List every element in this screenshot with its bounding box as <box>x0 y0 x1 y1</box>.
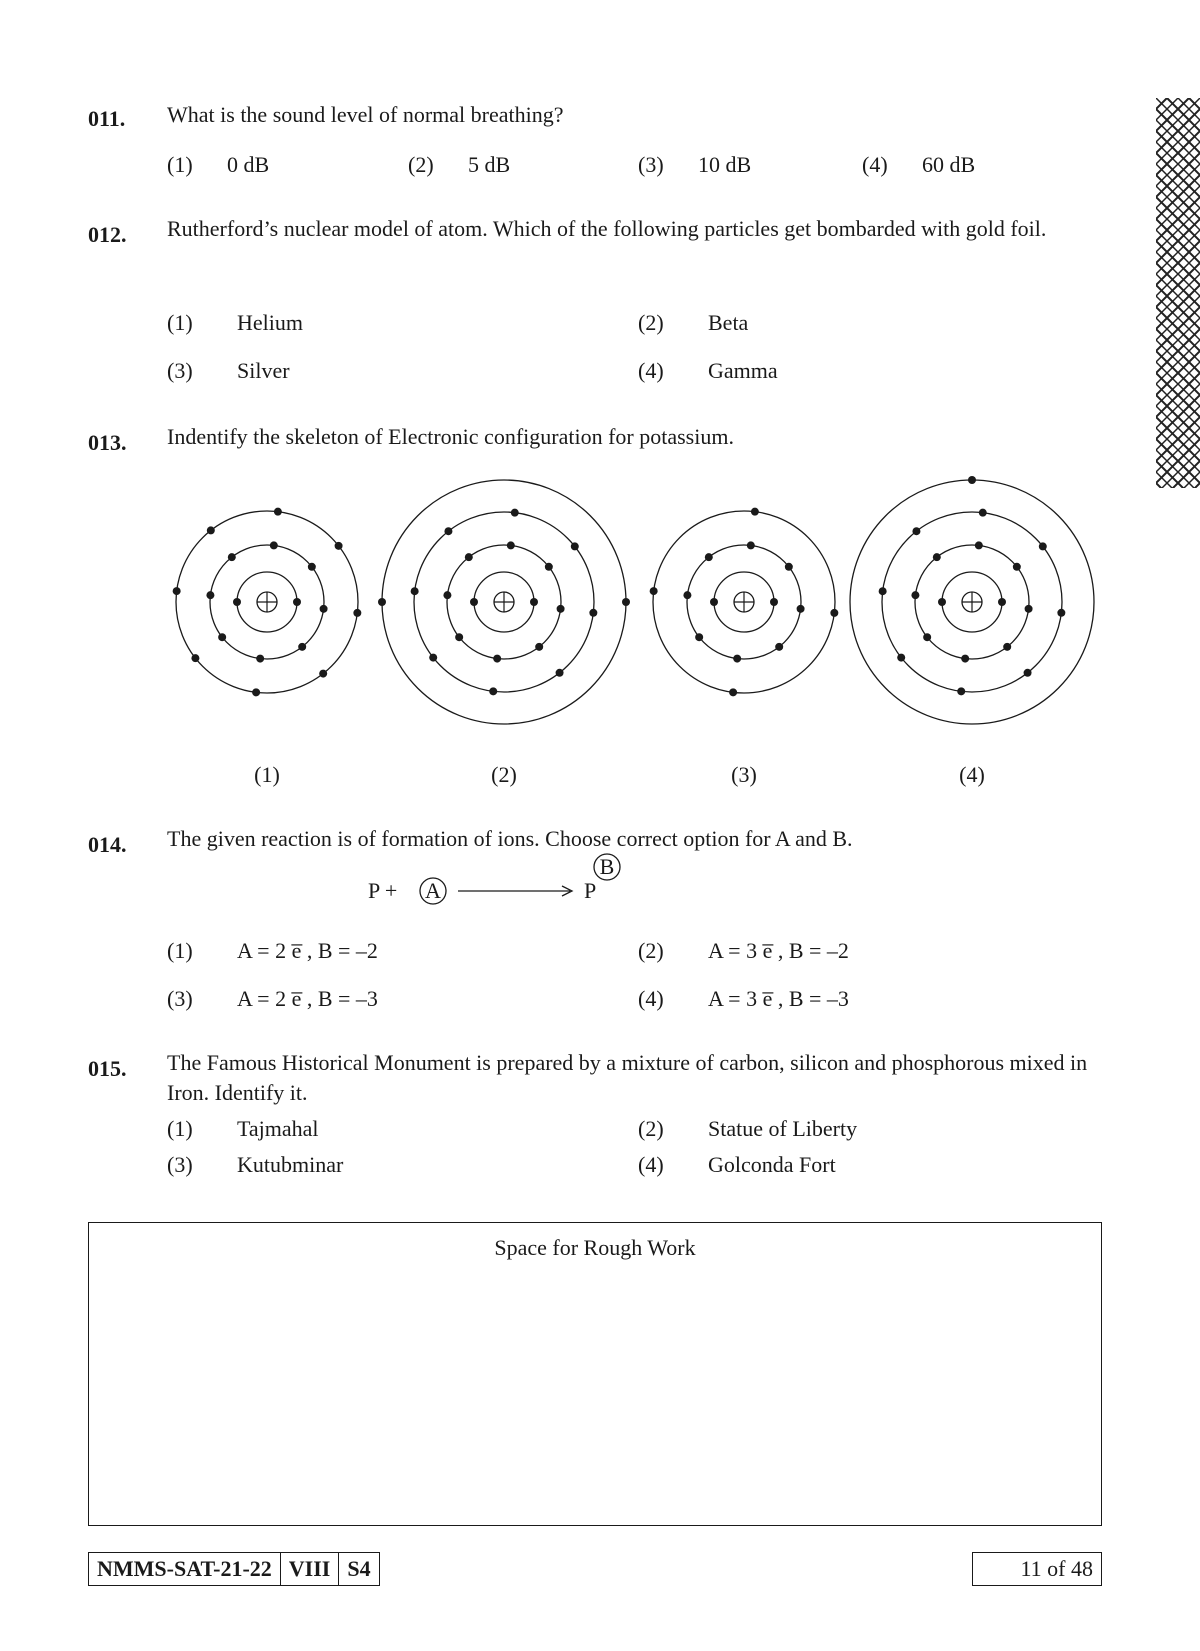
electron-dot <box>353 609 361 617</box>
electron-dot <box>545 563 553 571</box>
option-number: (1) <box>167 152 193 177</box>
question-text: Rutherford’s nuclear model of atom. Which of the following particles get bombarded with gold foil. <box>167 216 1047 241</box>
electron-dot <box>975 541 983 549</box>
electron-dot <box>911 591 919 599</box>
electron-dot <box>530 598 538 606</box>
electron-dot <box>710 598 718 606</box>
option[interactable] <box>638 310 748 336</box>
option-number: (1) <box>167 1116 193 1141</box>
reaction-product: P <box>584 878 597 903</box>
electron-dot <box>455 633 463 641</box>
electron-dot <box>695 633 703 641</box>
option-number: (1) <box>167 938 193 963</box>
electron-dot <box>705 553 713 561</box>
electron-dot <box>320 605 328 613</box>
electron-dot <box>557 605 565 613</box>
footer-code-box <box>88 1552 380 1586</box>
electron-dot <box>650 587 658 595</box>
option-text: Statue of Liberty <box>708 1116 858 1141</box>
electron-dot <box>938 598 946 606</box>
electron-dot <box>733 655 741 663</box>
question-number: 012. <box>88 222 127 247</box>
question-number: 011. <box>88 106 126 131</box>
option-text: Golconda Fort <box>708 1152 836 1177</box>
electron-dot <box>207 526 215 534</box>
electron-dot <box>998 598 1006 606</box>
option-text: Tajmahal <box>237 1116 319 1141</box>
electron-dot <box>218 633 226 641</box>
option[interactable] <box>167 986 378 1012</box>
option[interactable] <box>638 1116 857 1142</box>
reaction-equation <box>360 854 660 920</box>
option[interactable] <box>638 358 778 384</box>
electron-dot <box>411 587 419 595</box>
atom-diagram[interactable] <box>850 476 1094 724</box>
question-number: 014. <box>88 832 127 857</box>
electron-dot <box>465 553 473 561</box>
electron-dot <box>1003 643 1011 651</box>
option-text: 10 dB <box>698 152 752 177</box>
option-number: (4) <box>638 986 664 1011</box>
option-text: 0 dB <box>227 152 270 177</box>
electron-dot <box>429 654 437 662</box>
electron-dot <box>747 541 755 549</box>
electron-dot <box>589 609 597 617</box>
electron-dot <box>270 541 278 549</box>
option[interactable] <box>167 152 269 178</box>
electron-dot <box>293 598 301 606</box>
electron-dot <box>556 669 564 677</box>
electron-dot <box>1025 605 1033 613</box>
atom-diagram[interactable] <box>378 480 630 724</box>
electron-dot <box>493 655 501 663</box>
option-number: (2) <box>638 310 664 335</box>
electron-dot <box>319 670 327 678</box>
electron-dot <box>173 587 181 595</box>
arrow-icon <box>458 882 578 898</box>
reaction-b: B <box>599 854 615 879</box>
electron-dot <box>797 605 805 613</box>
exam-code: NMMS-SAT-21-22 <box>89 1553 281 1585</box>
atom-diagrams <box>0 470 1120 740</box>
electron-dot <box>912 527 920 535</box>
question-text: The Famous Historical Monument is prepared by a mixture of carbon, silicon and phosphorous mixed in Iron. Identify it. <box>167 1050 1088 1105</box>
electron-dot <box>535 643 543 651</box>
electron-dot <box>233 598 241 606</box>
electron-dot <box>622 598 630 606</box>
electron-dot <box>933 553 941 561</box>
electron-dot <box>298 643 306 651</box>
electron-dot <box>252 688 260 696</box>
option[interactable] <box>638 938 849 964</box>
option-number: (3) <box>167 986 193 1011</box>
electron-dot <box>770 598 778 606</box>
option[interactable] <box>167 358 290 384</box>
option[interactable] <box>167 938 378 964</box>
option[interactable] <box>638 152 751 178</box>
option-text: 60 dB <box>922 152 976 177</box>
option[interactable] <box>167 310 303 336</box>
option[interactable] <box>167 1152 343 1178</box>
option-number: (4) <box>638 358 664 383</box>
page-number: 11 of 48 <box>972 1552 1102 1586</box>
option[interactable] <box>167 1116 319 1142</box>
electron-dot <box>571 542 579 550</box>
electron-dot <box>511 509 519 517</box>
option-text: Silver <box>237 358 290 383</box>
question-text: The given reaction is of formation of ions. Choose correct option for A and B. <box>167 826 853 851</box>
electron-dot <box>443 591 451 599</box>
option-text: Beta <box>708 310 749 335</box>
electron-dot <box>751 508 759 516</box>
option-text: A = 2 e̅ , B = –3 <box>237 986 378 1011</box>
electron-dot <box>335 542 343 550</box>
electron-dot <box>191 654 199 662</box>
option-number: (2) <box>408 152 434 177</box>
electron-dot <box>470 598 478 606</box>
option-number: (2) <box>638 1116 664 1141</box>
electron-dot <box>683 591 691 599</box>
rough-work-title: Space for Rough Work <box>494 1235 696 1260</box>
atom-diagram[interactable] <box>173 508 362 697</box>
option-text: A = 2 e̅ , B = –2 <box>237 938 378 963</box>
question-text: What is the sound level of normal breathing? <box>167 102 564 127</box>
electron-dot <box>274 508 282 516</box>
electron-dot <box>507 541 515 549</box>
electron-dot <box>228 553 236 561</box>
diagram-label[interactable]: (4) <box>959 762 985 787</box>
question-number: 015. <box>88 1056 127 1081</box>
option[interactable] <box>638 1152 836 1178</box>
option[interactable] <box>862 152 975 178</box>
electron-dot <box>979 509 987 517</box>
electron-dot <box>957 687 965 695</box>
electron-dot <box>961 655 969 663</box>
electron-dot <box>968 476 976 484</box>
option-text: Kutubminar <box>237 1152 344 1177</box>
atom-diagram[interactable] <box>650 508 839 697</box>
question-number: 013. <box>88 430 127 455</box>
option-text: A = 3 e̅ , B = –2 <box>708 938 849 963</box>
electron-dot <box>206 591 214 599</box>
electron-dot <box>489 687 497 695</box>
option-text: 5 dB <box>468 152 511 177</box>
electron-dot <box>1013 563 1021 571</box>
option-number: (3) <box>167 358 193 383</box>
option-text: Gamma <box>708 358 778 383</box>
exam-set: S4 <box>347 1556 371 1581</box>
reaction-left: P + <box>368 878 398 903</box>
electron-dot <box>830 609 838 617</box>
option[interactable] <box>638 986 849 1012</box>
electron-dot <box>785 563 793 571</box>
option-number: (4) <box>638 1152 664 1177</box>
option-number: (1) <box>167 310 193 335</box>
electron-dot <box>1039 542 1047 550</box>
rough-work-box[interactable] <box>88 1222 1102 1526</box>
electron-dot <box>256 655 264 663</box>
electron-dot <box>444 527 452 535</box>
diagram-label[interactable]: (3) <box>731 762 757 787</box>
question-text: Indentify the skeleton of Electronic configuration for potassium. <box>167 424 734 449</box>
electron-dot <box>923 633 931 641</box>
option[interactable] <box>408 152 510 178</box>
electron-dot <box>897 654 905 662</box>
electron-dot <box>308 563 316 571</box>
electron-dot <box>729 688 737 696</box>
option-number: (2) <box>638 938 664 963</box>
decorative-side-pattern <box>1156 98 1200 488</box>
option-number: (3) <box>167 1152 193 1177</box>
electron-dot <box>775 643 783 651</box>
reaction-a: A <box>425 878 441 903</box>
option-text: A = 3 e̅ , B = –3 <box>708 986 849 1011</box>
electron-dot <box>879 587 887 595</box>
exam-class: VIII <box>281 1553 340 1585</box>
diagram-label[interactable]: (1) <box>254 762 280 787</box>
electron-dot <box>1024 669 1032 677</box>
option-number: (3) <box>638 152 664 177</box>
diagram-label[interactable]: (2) <box>491 762 517 787</box>
electron-dot <box>378 598 386 606</box>
option-text: Helium <box>237 310 303 335</box>
option-number: (4) <box>862 152 888 177</box>
electron-dot <box>1057 609 1065 617</box>
